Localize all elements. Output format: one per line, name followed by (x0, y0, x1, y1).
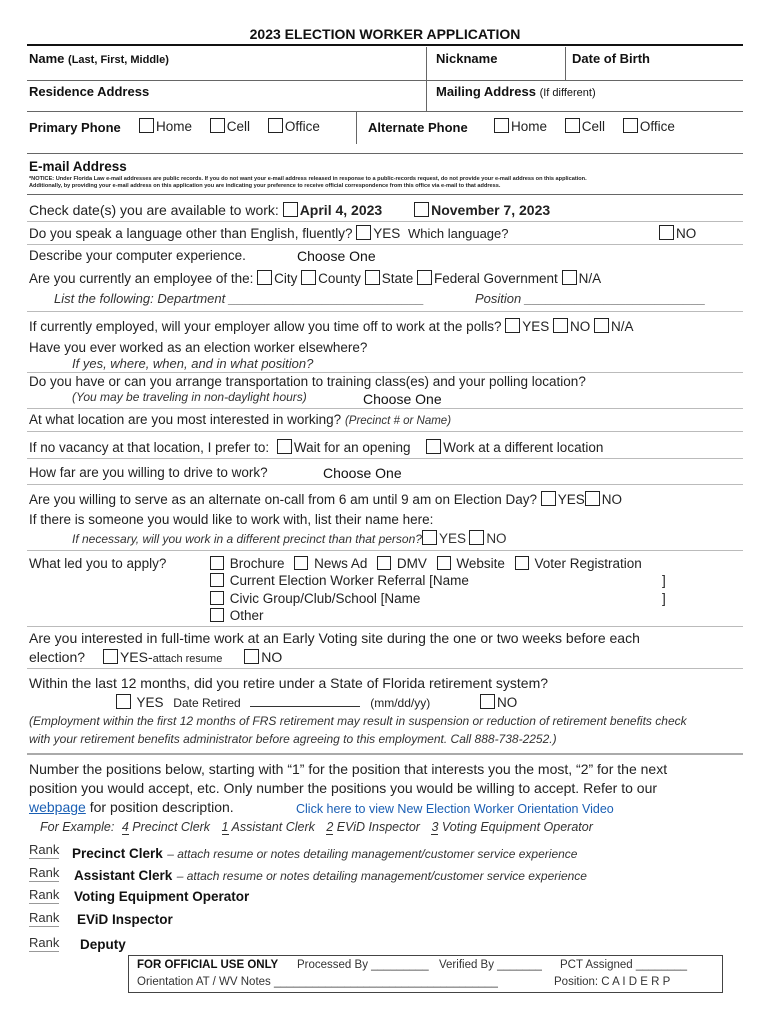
position-assistant-clerk: Assistant Clerk – attach resume or notes detailing management/customer service experience (74, 868, 587, 883)
verified-by: Verified By _______ (439, 959, 542, 971)
led-question: What led you to apply? (29, 556, 167, 571)
emp-city-checkbox[interactable] (257, 270, 272, 285)
alternate-office-label: Office (639, 119, 675, 134)
primary-cell-label: Cell (226, 119, 251, 134)
led-dmv-checkbox[interactable] (377, 556, 391, 570)
rank-field-4[interactable]: Rank (29, 910, 60, 925)
primary-home-checkbox[interactable] (139, 118, 154, 133)
date1-checkbox[interactable] (283, 202, 298, 217)
position-deputy: Deputy (80, 937, 126, 952)
language-no: NO (659, 225, 696, 241)
primary-phone-options (139, 118, 320, 134)
fulltime-rule (27, 668, 743, 669)
position-voting-equipment-operator: Voting Equipment Operator (74, 889, 250, 904)
partner-yes-checkbox[interactable] (422, 530, 437, 545)
vacancy-question: If no vacancy at that location, I prefer to: Wait for an opening Work at a different location (29, 440, 604, 455)
rank-field-2[interactable]: Rank (29, 865, 60, 880)
language-yes-checkbox[interactable] (356, 225, 371, 240)
email-notice-1: *NOTICE: Under Florida Law e-mail addresses are public records. If you do not want your e-mail address released in response to a public-records request, do not provide your e-mail address on this application. (29, 176, 587, 182)
position-evid-inspector: EViD Inspector (77, 912, 173, 927)
partner-hint: If necessary, will you work in a different precinct than that person? YES NO (72, 531, 507, 546)
nickname-label: Nickname (436, 51, 498, 66)
name-divider (426, 47, 427, 80)
dob-label: Date of Birth (572, 51, 650, 66)
primary-home-label: Home (156, 119, 193, 134)
primary-office-label: Office (284, 119, 320, 134)
alternate-home-checkbox[interactable] (494, 118, 509, 133)
civic-close: ] (662, 591, 666, 606)
transport-select[interactable]: Choose One (363, 391, 442, 407)
worked-question: Have you ever worked as an election worker elsewhere? (29, 340, 368, 355)
dates-rule (27, 221, 743, 222)
date2-label: November 7, 2023 (431, 202, 551, 218)
addr-divider (426, 80, 427, 111)
fulltime-question-2: election? YES-attach resume NO (29, 649, 283, 665)
language-no-checkbox[interactable] (659, 225, 674, 240)
computer-select[interactable]: Choose One (297, 248, 376, 264)
time-off-na-checkbox[interactable] (594, 318, 609, 333)
led-other-checkbox[interactable] (210, 608, 224, 622)
example-line: For Example: 4 Precinct Clerk 1 Assistant Clerk 2 EViD Inspector 3 Voting Equipment Operator (40, 820, 593, 834)
led-civic-checkbox[interactable] (210, 591, 224, 605)
retire-no: NO (480, 694, 517, 710)
email-label: E-mail Address (29, 159, 127, 174)
alternate-no-checkbox[interactable] (585, 491, 600, 506)
partner-rule (27, 550, 743, 551)
civic-option: Civic Group/Club/School [Name (210, 591, 420, 606)
residence-label: Residence Address (29, 84, 150, 99)
row2-rule (27, 111, 743, 112)
primary-office-checkbox[interactable] (268, 118, 283, 133)
partner-question: If there is someone you would like to work with, list their name here: (29, 512, 434, 527)
alternate-yes-checkbox[interactable] (541, 491, 556, 506)
frs-note-2: with your retirement benefits administrator before agreeing to this employment. Call 888-738-2252.) (29, 732, 557, 746)
transport-rule (27, 408, 743, 409)
retire-question: Within the last 12 months, did you retire under a State of Florida retirement system? (29, 675, 549, 691)
mailing-label: Mailing Address (If different) (436, 84, 596, 99)
location-question: At what location are you most interested in working? (Precinct # or Name) (29, 412, 452, 427)
row1-rule (27, 80, 743, 81)
retire-yes: YES Date Retired (mm/dd/yy) (116, 694, 430, 710)
page-title: 2023 ELECTION WORKER APPLICATION (249, 26, 521, 42)
wait-checkbox[interactable] (277, 439, 292, 454)
fulltime-question-1: Are you interested in full-time work at an Early Voting site during the one or two weeks before each (29, 630, 640, 646)
section-rule (27, 753, 743, 755)
emp-county-checkbox[interactable] (301, 270, 316, 285)
led-options: Brochure News Ad DMV Website Voter Registration (210, 556, 642, 571)
other-option: Other (210, 608, 264, 623)
orientation-notes: Orientation AT / WV Notes ___________________________________ (137, 976, 498, 988)
primary-phone-label: Primary Phone (29, 120, 121, 135)
emp-federal-checkbox[interactable] (417, 270, 432, 285)
computer-question: Describe your computer experience. (29, 248, 246, 263)
employee-question: Are you currently an employee of the: City County State Federal Government N/A (29, 271, 602, 286)
referral-close: ] (662, 573, 666, 588)
rank-field-3[interactable]: Rank (29, 887, 60, 902)
drive-question: How far are you willing to drive to work? (29, 465, 268, 480)
employee-rule (27, 311, 743, 312)
rank-field-1[interactable]: Rank (29, 842, 60, 857)
processed-by: Processed By _________ (297, 959, 429, 971)
date-retired-field[interactable] (250, 695, 360, 707)
email-notice-2: Additionally, by providing your e-mail address on this application you are indicating your preference to receive official correspondence from this office via e-mail to that address. (29, 183, 501, 189)
drive-select[interactable]: Choose One (323, 465, 402, 481)
name-label: Name (Last, First, Middle) (29, 51, 169, 66)
positions-intro-2: position you would accept, etc. Only number the positions you would be willing to accept. Refer to our (29, 780, 658, 796)
worked-rule (27, 372, 743, 373)
worked-hint: If yes, where, when, and in what position? (72, 356, 314, 371)
rank-field-5[interactable]: Rank (29, 935, 60, 950)
transport-question: Do you have or can you arrange transportation to training class(es) and your polling location? (29, 374, 586, 389)
webpage-link[interactable]: webpage (29, 799, 86, 815)
drive-rule (27, 484, 743, 485)
emp-na-checkbox[interactable] (562, 270, 577, 285)
language-question: Do you speak a language other than English, fluently? YES Which language? (29, 226, 509, 241)
date1-label: April 4, 2023 (299, 202, 383, 218)
title-rule (27, 44, 743, 46)
position-codes: Position: C A I D E R P (554, 976, 671, 988)
time-off-no-checkbox[interactable] (553, 318, 568, 333)
vacancy-rule (27, 458, 743, 459)
retire-yes-checkbox[interactable] (116, 694, 131, 709)
time-off-yes-checkbox[interactable] (505, 318, 520, 333)
time-off-question: If currently employed, will your employer allow you time off to work at the polls? YES NO N/A (29, 319, 634, 334)
position-precinct-clerk: Precinct Clerk – attach resume or notes detailing management/customer service experience (72, 846, 578, 861)
department-line: List the following: Department ___________________________ (54, 291, 425, 306)
positions-intro-1: Number the positions below, starting with “1” for the position that interests you the most, “2” for the next (29, 761, 668, 777)
primary-cell-checkbox[interactable] (210, 118, 225, 133)
dob-divider (565, 47, 566, 80)
alternate-phone-label: Alternate Phone (368, 120, 468, 135)
led-referral-checkbox[interactable] (210, 573, 224, 587)
retire-no-checkbox[interactable] (480, 694, 495, 709)
official-use-label: FOR OFFICIAL USE ONLY (137, 959, 279, 971)
alternate-cell-checkbox[interactable] (565, 118, 580, 133)
referral-option: Current Election Worker Referral [Name (210, 573, 469, 588)
partner-no-checkbox[interactable] (469, 530, 484, 545)
email-rule (27, 194, 743, 195)
dates-question: Check date(s) you are available to work: April 4, 2023 November 7, 2023 (29, 202, 551, 218)
orientation-video-link[interactable]: Click here to view New Election Worker Orientation Video (296, 802, 614, 816)
alternate-phone-options (494, 118, 675, 134)
lang-rule (27, 244, 743, 245)
led-website-checkbox[interactable] (437, 556, 451, 570)
led-brochure-checkbox[interactable] (210, 556, 224, 570)
led-rule (27, 626, 743, 627)
emp-state-checkbox[interactable] (365, 270, 380, 285)
alternate-cell-label: Cell (581, 119, 606, 134)
location-rule (27, 431, 743, 432)
alternate-office-checkbox[interactable] (623, 118, 638, 133)
position-line: Position _________________________ (475, 291, 706, 306)
led-voterreg-checkbox[interactable] (515, 556, 529, 570)
date2-checkbox[interactable] (414, 202, 429, 217)
official-use-box (128, 955, 723, 993)
fulltime-no-checkbox[interactable] (244, 649, 259, 664)
phone-divider (356, 112, 357, 144)
alternate-home-label: Home (511, 119, 548, 134)
positions-intro-3: webpage for position description. (29, 799, 234, 815)
different-location-checkbox[interactable] (426, 439, 441, 454)
transport-hint: (You may be traveling in non-daylight hours) (72, 390, 307, 404)
fulltime-yes-checkbox[interactable] (103, 649, 118, 664)
row3-rule (27, 153, 743, 154)
alternate-question: Are you willing to serve as an alternate on-call from 6 am until 9 am on Election Day? YES NO (29, 492, 623, 507)
led-newsad-checkbox[interactable] (294, 556, 308, 570)
pct-assigned: PCT Assigned ________ (560, 959, 688, 971)
frs-note-1: (Employment within the first 12 months of FRS retirement may result in suspension or reduction of retirement benefits check (29, 714, 687, 728)
